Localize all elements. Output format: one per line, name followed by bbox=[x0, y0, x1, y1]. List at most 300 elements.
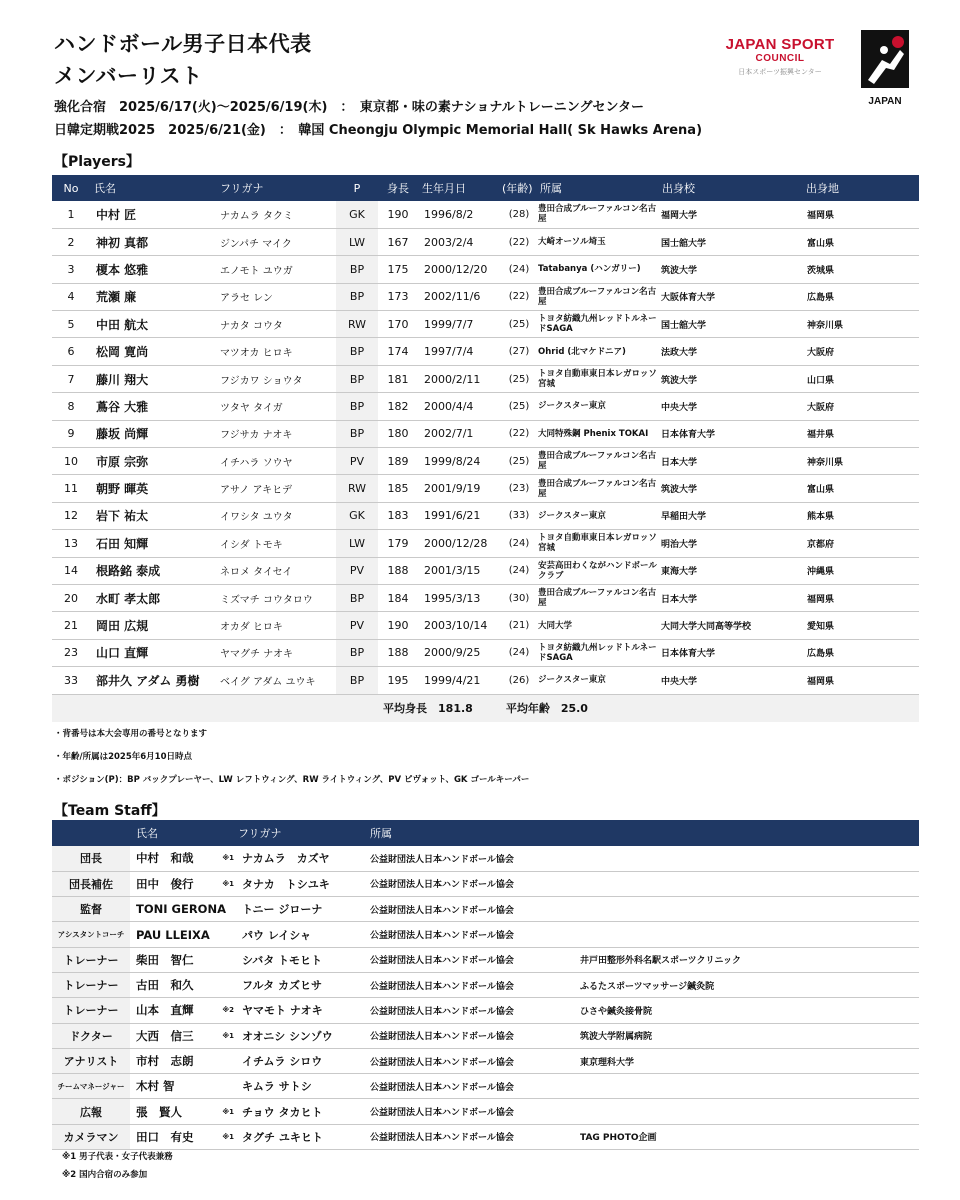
player-school: 日本大学 bbox=[658, 448, 802, 475]
player-school: 日本体育大学 bbox=[658, 420, 802, 447]
player-prefecture: 愛知県 bbox=[802, 612, 919, 639]
player-dob: 2000/9/25 bbox=[418, 639, 502, 666]
player-no: 23 bbox=[52, 639, 90, 666]
player-row bbox=[52, 201, 919, 228]
player-row bbox=[52, 256, 919, 283]
staff-name: 山本 直輝 bbox=[130, 998, 216, 1023]
footnote-1: ※1 男子代表・女子代表兼務 bbox=[62, 1152, 173, 1162]
player-school: 早稲田大学 bbox=[658, 502, 802, 529]
player-school: 筑波大学 bbox=[658, 475, 802, 502]
player-kana: アラセ レン bbox=[216, 283, 336, 310]
player-kana: ジンパチ マイク bbox=[216, 228, 336, 255]
staff-role: アシスタントコーチ bbox=[52, 922, 130, 947]
staff-affiliation bbox=[574, 871, 919, 896]
player-row bbox=[52, 584, 919, 611]
player-school: 筑波大学 bbox=[658, 365, 802, 392]
player-club: 大崎オーソル埼玉 bbox=[536, 228, 658, 255]
staff-affiliation bbox=[574, 897, 919, 922]
player-row bbox=[52, 475, 919, 502]
player-prefecture: 神奈川県 bbox=[802, 448, 919, 475]
page-title bbox=[54, 28, 312, 92]
staff-affiliation: 筑波大学附属病院 bbox=[574, 1023, 919, 1048]
player-prefecture: 福岡県 bbox=[802, 584, 919, 611]
player-age: (22) bbox=[502, 420, 536, 447]
staff-name: 市村 志朗 bbox=[130, 1048, 216, 1073]
staff-organization: 公益財団法人日本ハンドボール協会 bbox=[364, 846, 574, 871]
player-position: PV bbox=[336, 612, 378, 639]
player-row bbox=[52, 393, 919, 420]
player-age: (33) bbox=[502, 502, 536, 529]
staff-role: 広報 bbox=[52, 1099, 130, 1124]
staff-note-mark bbox=[216, 1048, 238, 1073]
player-dob: 1999/8/24 bbox=[418, 448, 502, 475]
staff-kana: オオニシ シンゾウ bbox=[238, 1023, 364, 1048]
player-name: 山口 直輝 bbox=[90, 639, 216, 666]
player-prefecture: 富山県 bbox=[802, 228, 919, 255]
player-club: Ohrid (北マケドニア) bbox=[536, 338, 658, 365]
staff-affiliation: 井戸田整形外科名駅スポーツクリニック bbox=[574, 947, 919, 972]
player-prefecture: 山口県 bbox=[802, 365, 919, 392]
player-height: 185 bbox=[378, 475, 418, 502]
player-prefecture: 沖縄県 bbox=[802, 557, 919, 584]
player-dob: 2000/2/11 bbox=[418, 365, 502, 392]
player-no: 10 bbox=[52, 448, 90, 475]
player-school: 国士舘大学 bbox=[658, 228, 802, 255]
staff-note-mark: ※1 bbox=[216, 846, 238, 871]
staff-row bbox=[52, 922, 919, 947]
player-kana: ベイグ アダム ユウキ bbox=[216, 667, 336, 694]
staff-organization: 公益財団法人日本ハンドボール協会 bbox=[364, 1074, 574, 1099]
player-prefecture: 熊本県 bbox=[802, 502, 919, 529]
player-row bbox=[52, 365, 919, 392]
player-club: Tatabanya (ハンガリー) bbox=[536, 256, 658, 283]
player-age: (28) bbox=[502, 201, 536, 228]
staff-kana: トニー ジローナ bbox=[238, 897, 364, 922]
player-kana: オカダ ヒロキ bbox=[216, 612, 336, 639]
player-dob: 2002/11/6 bbox=[418, 283, 502, 310]
staff-col-role bbox=[52, 820, 130, 846]
staff-role: カメラマン bbox=[52, 1124, 130, 1149]
player-name: 岩下 祐太 bbox=[90, 502, 216, 529]
player-dob: 2000/12/20 bbox=[418, 256, 502, 283]
players-table bbox=[52, 175, 919, 722]
staff-row bbox=[52, 1124, 919, 1149]
player-height: 190 bbox=[378, 201, 418, 228]
player-kana: フジカワ ショウタ bbox=[216, 365, 336, 392]
staff-role: チームマネージャー bbox=[52, 1074, 130, 1099]
player-age: (24) bbox=[502, 639, 536, 666]
player-no: 7 bbox=[52, 365, 90, 392]
player-name: 水町 孝太郎 bbox=[90, 584, 216, 611]
staff-name: 木村 智 bbox=[130, 1074, 216, 1099]
staff-role: ドクター bbox=[52, 1023, 130, 1048]
player-position: PV bbox=[336, 448, 378, 475]
player-name: 市原 宗弥 bbox=[90, 448, 216, 475]
staff-name: 田中 俊行 bbox=[130, 871, 216, 896]
player-dob: 1996/8/2 bbox=[418, 201, 502, 228]
emblem-label: JAPAN bbox=[868, 96, 902, 107]
note-jersey: ・背番号は本大会専用の番号となります bbox=[54, 729, 208, 739]
player-position: BP bbox=[336, 338, 378, 365]
staff-kana: タナカ トシユキ bbox=[238, 871, 364, 896]
staff-organization: 公益財団法人日本ハンドボール協会 bbox=[364, 947, 574, 972]
staff-row bbox=[52, 1023, 919, 1048]
player-position: RW bbox=[336, 311, 378, 338]
player-kana: イワシタ ユウタ bbox=[216, 502, 336, 529]
player-age: (22) bbox=[502, 283, 536, 310]
staff-note-mark: ※1 bbox=[216, 1023, 238, 1048]
staff-table bbox=[52, 820, 919, 1150]
staff-note-mark bbox=[216, 1074, 238, 1099]
player-no: 5 bbox=[52, 311, 90, 338]
player-no: 9 bbox=[52, 420, 90, 447]
player-dob: 2000/4/4 bbox=[418, 393, 502, 420]
player-name: 朝野 暉英 bbox=[90, 475, 216, 502]
staff-row bbox=[52, 871, 919, 896]
player-prefecture: 広島県 bbox=[802, 283, 919, 310]
player-kana: エノモト ユウガ bbox=[216, 256, 336, 283]
player-position: BP bbox=[336, 667, 378, 694]
player-height: 179 bbox=[378, 530, 418, 557]
handball-federation-emblem-icon bbox=[860, 30, 910, 110]
staff-affiliation bbox=[574, 922, 919, 947]
player-club: トヨタ紡織九州レッドトルネードSAGA bbox=[536, 311, 658, 338]
staff-name: PAU LLEIXA bbox=[130, 922, 216, 947]
footnote-2: ※2 国内合宿のみ参加 bbox=[62, 1170, 148, 1180]
staff-role: 団長補佐 bbox=[52, 871, 130, 896]
staff-affiliation bbox=[574, 846, 919, 871]
staff-kana: シバタ トモヒト bbox=[238, 947, 364, 972]
player-prefecture: 京都府 bbox=[802, 530, 919, 557]
staff-kana: イチムラ シロウ bbox=[238, 1048, 364, 1073]
staff-header-row bbox=[52, 820, 919, 846]
player-name: 松岡 寛尚 bbox=[90, 338, 216, 365]
player-no: 12 bbox=[52, 502, 90, 529]
col-no: No bbox=[52, 175, 90, 201]
player-school: 日本体育大学 bbox=[658, 639, 802, 666]
staff-name: 田口 有史 bbox=[130, 1124, 216, 1149]
staff-role: アナリスト bbox=[52, 1048, 130, 1073]
staff-kana: ヤマモト ナオキ bbox=[238, 998, 364, 1023]
player-kana: イチハラ ソウヤ bbox=[216, 448, 336, 475]
player-position: GK bbox=[336, 502, 378, 529]
average-summary: 平均身長 181.8 平均年齢 25.0 bbox=[52, 694, 919, 722]
player-name: 蔦谷 大雅 bbox=[90, 393, 216, 420]
player-name: 岡田 広規 bbox=[90, 612, 216, 639]
notes bbox=[54, 728, 529, 797]
player-position: BP bbox=[336, 420, 378, 447]
player-club: ジークスター東京 bbox=[536, 502, 658, 529]
staff-role: トレーナー bbox=[52, 998, 130, 1023]
staff-row bbox=[52, 1099, 919, 1124]
player-height: 174 bbox=[378, 338, 418, 365]
player-no: 1 bbox=[52, 201, 90, 228]
player-dob: 2001/3/15 bbox=[418, 557, 502, 584]
staff-col-note bbox=[216, 820, 238, 846]
staff-row bbox=[52, 897, 919, 922]
logo-text-line2: COUNCIL bbox=[755, 53, 805, 64]
staff-kana: フルタ カズヒサ bbox=[238, 972, 364, 997]
staff-organization: 公益財団法人日本ハンドボール協会 bbox=[364, 1048, 574, 1073]
staff-affiliation bbox=[574, 1074, 919, 1099]
summary-row bbox=[52, 694, 919, 722]
staff-organization: 公益財団法人日本ハンドボール協会 bbox=[364, 897, 574, 922]
player-no: 20 bbox=[52, 584, 90, 611]
player-age: (25) bbox=[502, 311, 536, 338]
col-pref: 出身地 bbox=[802, 175, 919, 201]
player-dob: 1999/4/21 bbox=[418, 667, 502, 694]
player-position: BP bbox=[336, 639, 378, 666]
staff-row bbox=[52, 846, 919, 871]
player-name: 部井久 アダム 勇樹 bbox=[90, 667, 216, 694]
player-row bbox=[52, 228, 919, 255]
staff-affiliation: TAG PHOTO企画 bbox=[574, 1124, 919, 1149]
col-club: 所属 bbox=[536, 175, 658, 201]
staff-name: 古田 和久 bbox=[130, 972, 216, 997]
staff-affiliation: ひさや鍼灸接骨院 bbox=[574, 998, 919, 1023]
player-prefecture: 福井県 bbox=[802, 420, 919, 447]
player-no: 13 bbox=[52, 530, 90, 557]
staff-kana: キムラ サトシ bbox=[238, 1074, 364, 1099]
player-age: (24) bbox=[502, 530, 536, 557]
col-position: P bbox=[336, 175, 378, 201]
player-dob: 2002/7/1 bbox=[418, 420, 502, 447]
staff-kana: チョウ タカヒト bbox=[238, 1099, 364, 1124]
player-name: 石田 知輝 bbox=[90, 530, 216, 557]
staff-role: 監督 bbox=[52, 897, 130, 922]
japan-sport-council-logo bbox=[714, 30, 914, 110]
player-school: 日本大学 bbox=[658, 584, 802, 611]
player-kana: ナカムラ タクミ bbox=[216, 201, 336, 228]
staff-col-kana: フリガナ bbox=[238, 820, 364, 846]
player-position: GK bbox=[336, 201, 378, 228]
player-row bbox=[52, 612, 919, 639]
player-name: 根路銘 泰成 bbox=[90, 557, 216, 584]
col-name: 氏名 bbox=[90, 175, 216, 201]
player-kana: ナカタ コウタ bbox=[216, 311, 336, 338]
player-prefecture: 福岡県 bbox=[802, 201, 919, 228]
staff-row bbox=[52, 998, 919, 1023]
player-club: 豊田合成ブルーファルコン名古屋 bbox=[536, 475, 658, 502]
player-club: 豊田合成ブルーファルコン名古屋 bbox=[536, 584, 658, 611]
player-age: (25) bbox=[502, 365, 536, 392]
player-height: 180 bbox=[378, 420, 418, 447]
staff-organization: 公益財団法人日本ハンドボール協会 bbox=[364, 972, 574, 997]
player-row bbox=[52, 448, 919, 475]
player-club: 豊田合成ブルーファルコン名古屋 bbox=[536, 448, 658, 475]
staff-affiliation: 東京理科大学 bbox=[574, 1048, 919, 1073]
player-row bbox=[52, 639, 919, 666]
staff-affiliation bbox=[574, 1099, 919, 1124]
player-age: (24) bbox=[502, 256, 536, 283]
player-club: トヨタ自動車東日本レガロッソ宮城 bbox=[536, 530, 658, 557]
player-club: 豊田合成ブルーファルコン名古屋 bbox=[536, 283, 658, 310]
player-age: (26) bbox=[502, 667, 536, 694]
player-height: 189 bbox=[378, 448, 418, 475]
player-prefecture: 広島県 bbox=[802, 639, 919, 666]
staff-name: 大西 信三 bbox=[130, 1023, 216, 1048]
staff-role: トレーナー bbox=[52, 972, 130, 997]
player-no: 14 bbox=[52, 557, 90, 584]
player-school: 法政大学 bbox=[658, 338, 802, 365]
player-no: 11 bbox=[52, 475, 90, 502]
col-age: (年齢) bbox=[502, 175, 536, 201]
player-club: トヨタ紡織九州レッドトルネードSAGA bbox=[536, 639, 658, 666]
player-height: 182 bbox=[378, 393, 418, 420]
staff-name: 張 賢人 bbox=[130, 1099, 216, 1124]
player-row bbox=[52, 530, 919, 557]
player-age: (25) bbox=[502, 393, 536, 420]
player-age: (23) bbox=[502, 475, 536, 502]
staff-col-org: 所属 bbox=[364, 820, 574, 846]
player-height: 195 bbox=[378, 667, 418, 694]
staff-organization: 公益財団法人日本ハンドボール協会 bbox=[364, 1023, 574, 1048]
player-name: 中田 航太 bbox=[90, 311, 216, 338]
player-club: 大同大学 bbox=[536, 612, 658, 639]
player-name: 中村 匠 bbox=[90, 201, 216, 228]
staff-col-extra bbox=[574, 820, 919, 846]
player-kana: ネロメ タイセイ bbox=[216, 557, 336, 584]
staff-organization: 公益財団法人日本ハンドボール協会 bbox=[364, 1099, 574, 1124]
staff-role: 団長 bbox=[52, 846, 130, 871]
player-kana: フジサカ ナオキ bbox=[216, 420, 336, 447]
player-age: (27) bbox=[502, 338, 536, 365]
player-school: 明治大学 bbox=[658, 530, 802, 557]
staff-note-mark: ※1 bbox=[216, 1124, 238, 1149]
player-position: LW bbox=[336, 228, 378, 255]
player-club: トヨタ自動車東日本レガロッソ宮城 bbox=[536, 365, 658, 392]
player-no: 8 bbox=[52, 393, 90, 420]
player-no: 33 bbox=[52, 667, 90, 694]
player-school: 福岡大学 bbox=[658, 201, 802, 228]
player-kana: ツタヤ タイガ bbox=[216, 393, 336, 420]
player-no: 6 bbox=[52, 338, 90, 365]
player-height: 173 bbox=[378, 283, 418, 310]
player-height: 183 bbox=[378, 502, 418, 529]
player-name: 藤川 翔大 bbox=[90, 365, 216, 392]
player-height: 170 bbox=[378, 311, 418, 338]
player-prefecture: 大阪府 bbox=[802, 338, 919, 365]
staff-kana: パウ レイシャ bbox=[238, 922, 364, 947]
player-dob: 1995/3/13 bbox=[418, 584, 502, 611]
player-position: RW bbox=[336, 475, 378, 502]
staff-row bbox=[52, 947, 919, 972]
logo-text-line3: 日本スポーツ振興センター bbox=[738, 68, 822, 76]
player-dob: 2003/2/4 bbox=[418, 228, 502, 255]
players-heading: 【Players】 bbox=[54, 154, 140, 170]
player-club: ジークスター東京 bbox=[536, 667, 658, 694]
col-school: 出身校 bbox=[658, 175, 802, 201]
player-position: BP bbox=[336, 365, 378, 392]
player-school: 国士舘大学 bbox=[658, 311, 802, 338]
player-no: 21 bbox=[52, 612, 90, 639]
staff-col-name: 氏名 bbox=[130, 820, 216, 846]
staff-name: 中村 和哉 bbox=[130, 846, 216, 871]
staff-heading: 【Team Staff】 bbox=[54, 803, 166, 819]
staff-kana: ナカムラ カズヤ bbox=[238, 846, 364, 871]
player-dob: 1991/6/21 bbox=[418, 502, 502, 529]
player-height: 190 bbox=[378, 612, 418, 639]
staff-role: トレーナー bbox=[52, 947, 130, 972]
player-school: 中央大学 bbox=[658, 393, 802, 420]
staff-row bbox=[52, 972, 919, 997]
player-school: 中央大学 bbox=[658, 667, 802, 694]
player-kana: イシダ トモキ bbox=[216, 530, 336, 557]
staff-organization: 公益財団法人日本ハンドボール協会 bbox=[364, 998, 574, 1023]
player-club: 大同特殊鋼 Phenix TOKAI bbox=[536, 420, 658, 447]
player-position: PV bbox=[336, 557, 378, 584]
player-position: BP bbox=[336, 393, 378, 420]
staff-note-mark: ※2 bbox=[216, 998, 238, 1023]
player-age: (30) bbox=[502, 584, 536, 611]
player-club: 豊田合成ブルーファルコン名古屋 bbox=[536, 201, 658, 228]
player-club: ジークスター東京 bbox=[536, 393, 658, 420]
player-position: LW bbox=[336, 530, 378, 557]
player-prefecture: 富山県 bbox=[802, 475, 919, 502]
player-row bbox=[52, 502, 919, 529]
player-height: 188 bbox=[378, 639, 418, 666]
player-no: 4 bbox=[52, 283, 90, 310]
player-name: 藤坂 尚輝 bbox=[90, 420, 216, 447]
players-header-row bbox=[52, 175, 919, 201]
player-row bbox=[52, 557, 919, 584]
player-row bbox=[52, 338, 919, 365]
staff-affiliation: ふるたスポーツマッサージ鍼灸院 bbox=[574, 972, 919, 997]
player-kana: ヤマグチ ナオキ bbox=[216, 639, 336, 666]
player-name: 榎本 悠雅 bbox=[90, 256, 216, 283]
player-kana: マツオカ ヒロキ bbox=[216, 338, 336, 365]
staff-note-mark bbox=[216, 972, 238, 997]
player-height: 167 bbox=[378, 228, 418, 255]
staff-note-mark: ※1 bbox=[216, 871, 238, 896]
player-dob: 2000/12/28 bbox=[418, 530, 502, 557]
player-position: BP bbox=[336, 584, 378, 611]
player-dob: 2001/9/19 bbox=[418, 475, 502, 502]
player-position: BP bbox=[336, 256, 378, 283]
player-name: 荒瀬 廉 bbox=[90, 283, 216, 310]
player-kana: アサノ アキヒデ bbox=[216, 475, 336, 502]
player-school: 大同大学大同高等学校 bbox=[658, 612, 802, 639]
player-dob: 1999/7/7 bbox=[418, 311, 502, 338]
title-line2: メンバーリスト bbox=[54, 64, 203, 88]
staff-organization: 公益財団法人日本ハンドボール協会 bbox=[364, 871, 574, 896]
player-no: 2 bbox=[52, 228, 90, 255]
col-dob: 生年月日 bbox=[418, 175, 502, 201]
player-school: 東海大学 bbox=[658, 557, 802, 584]
player-prefecture: 福岡県 bbox=[802, 667, 919, 694]
player-dob: 1997/7/4 bbox=[418, 338, 502, 365]
note-date: ・年齢/所属は2025年6月10日時点 bbox=[54, 752, 193, 762]
player-club: 安芸高田わくながハンドボールクラブ bbox=[536, 557, 658, 584]
staff-name: 柴田 智仁 bbox=[130, 947, 216, 972]
player-age: (21) bbox=[502, 612, 536, 639]
staff-name: TONI GERONA bbox=[130, 897, 216, 922]
staff-row bbox=[52, 1048, 919, 1073]
player-kana: ミズマチ コウタロウ bbox=[216, 584, 336, 611]
player-row bbox=[52, 311, 919, 338]
player-prefecture: 神奈川県 bbox=[802, 311, 919, 338]
player-school: 筑波大学 bbox=[658, 256, 802, 283]
staff-organization: 公益財団法人日本ハンドボール協会 bbox=[364, 922, 574, 947]
player-dob: 2003/10/14 bbox=[418, 612, 502, 639]
player-age: (24) bbox=[502, 557, 536, 584]
player-prefecture: 大阪府 bbox=[802, 393, 919, 420]
player-row bbox=[52, 283, 919, 310]
col-kana: フリガナ bbox=[216, 175, 336, 201]
staff-organization: 公益財団法人日本ハンドボール協会 bbox=[364, 1124, 574, 1149]
player-no: 3 bbox=[52, 256, 90, 283]
match-info: 日韓定期戦2025 2025/6/21(金) ： 韓国 Cheongju Olympic Memorial Hall( Sk Hawks Arena) bbox=[54, 123, 703, 138]
